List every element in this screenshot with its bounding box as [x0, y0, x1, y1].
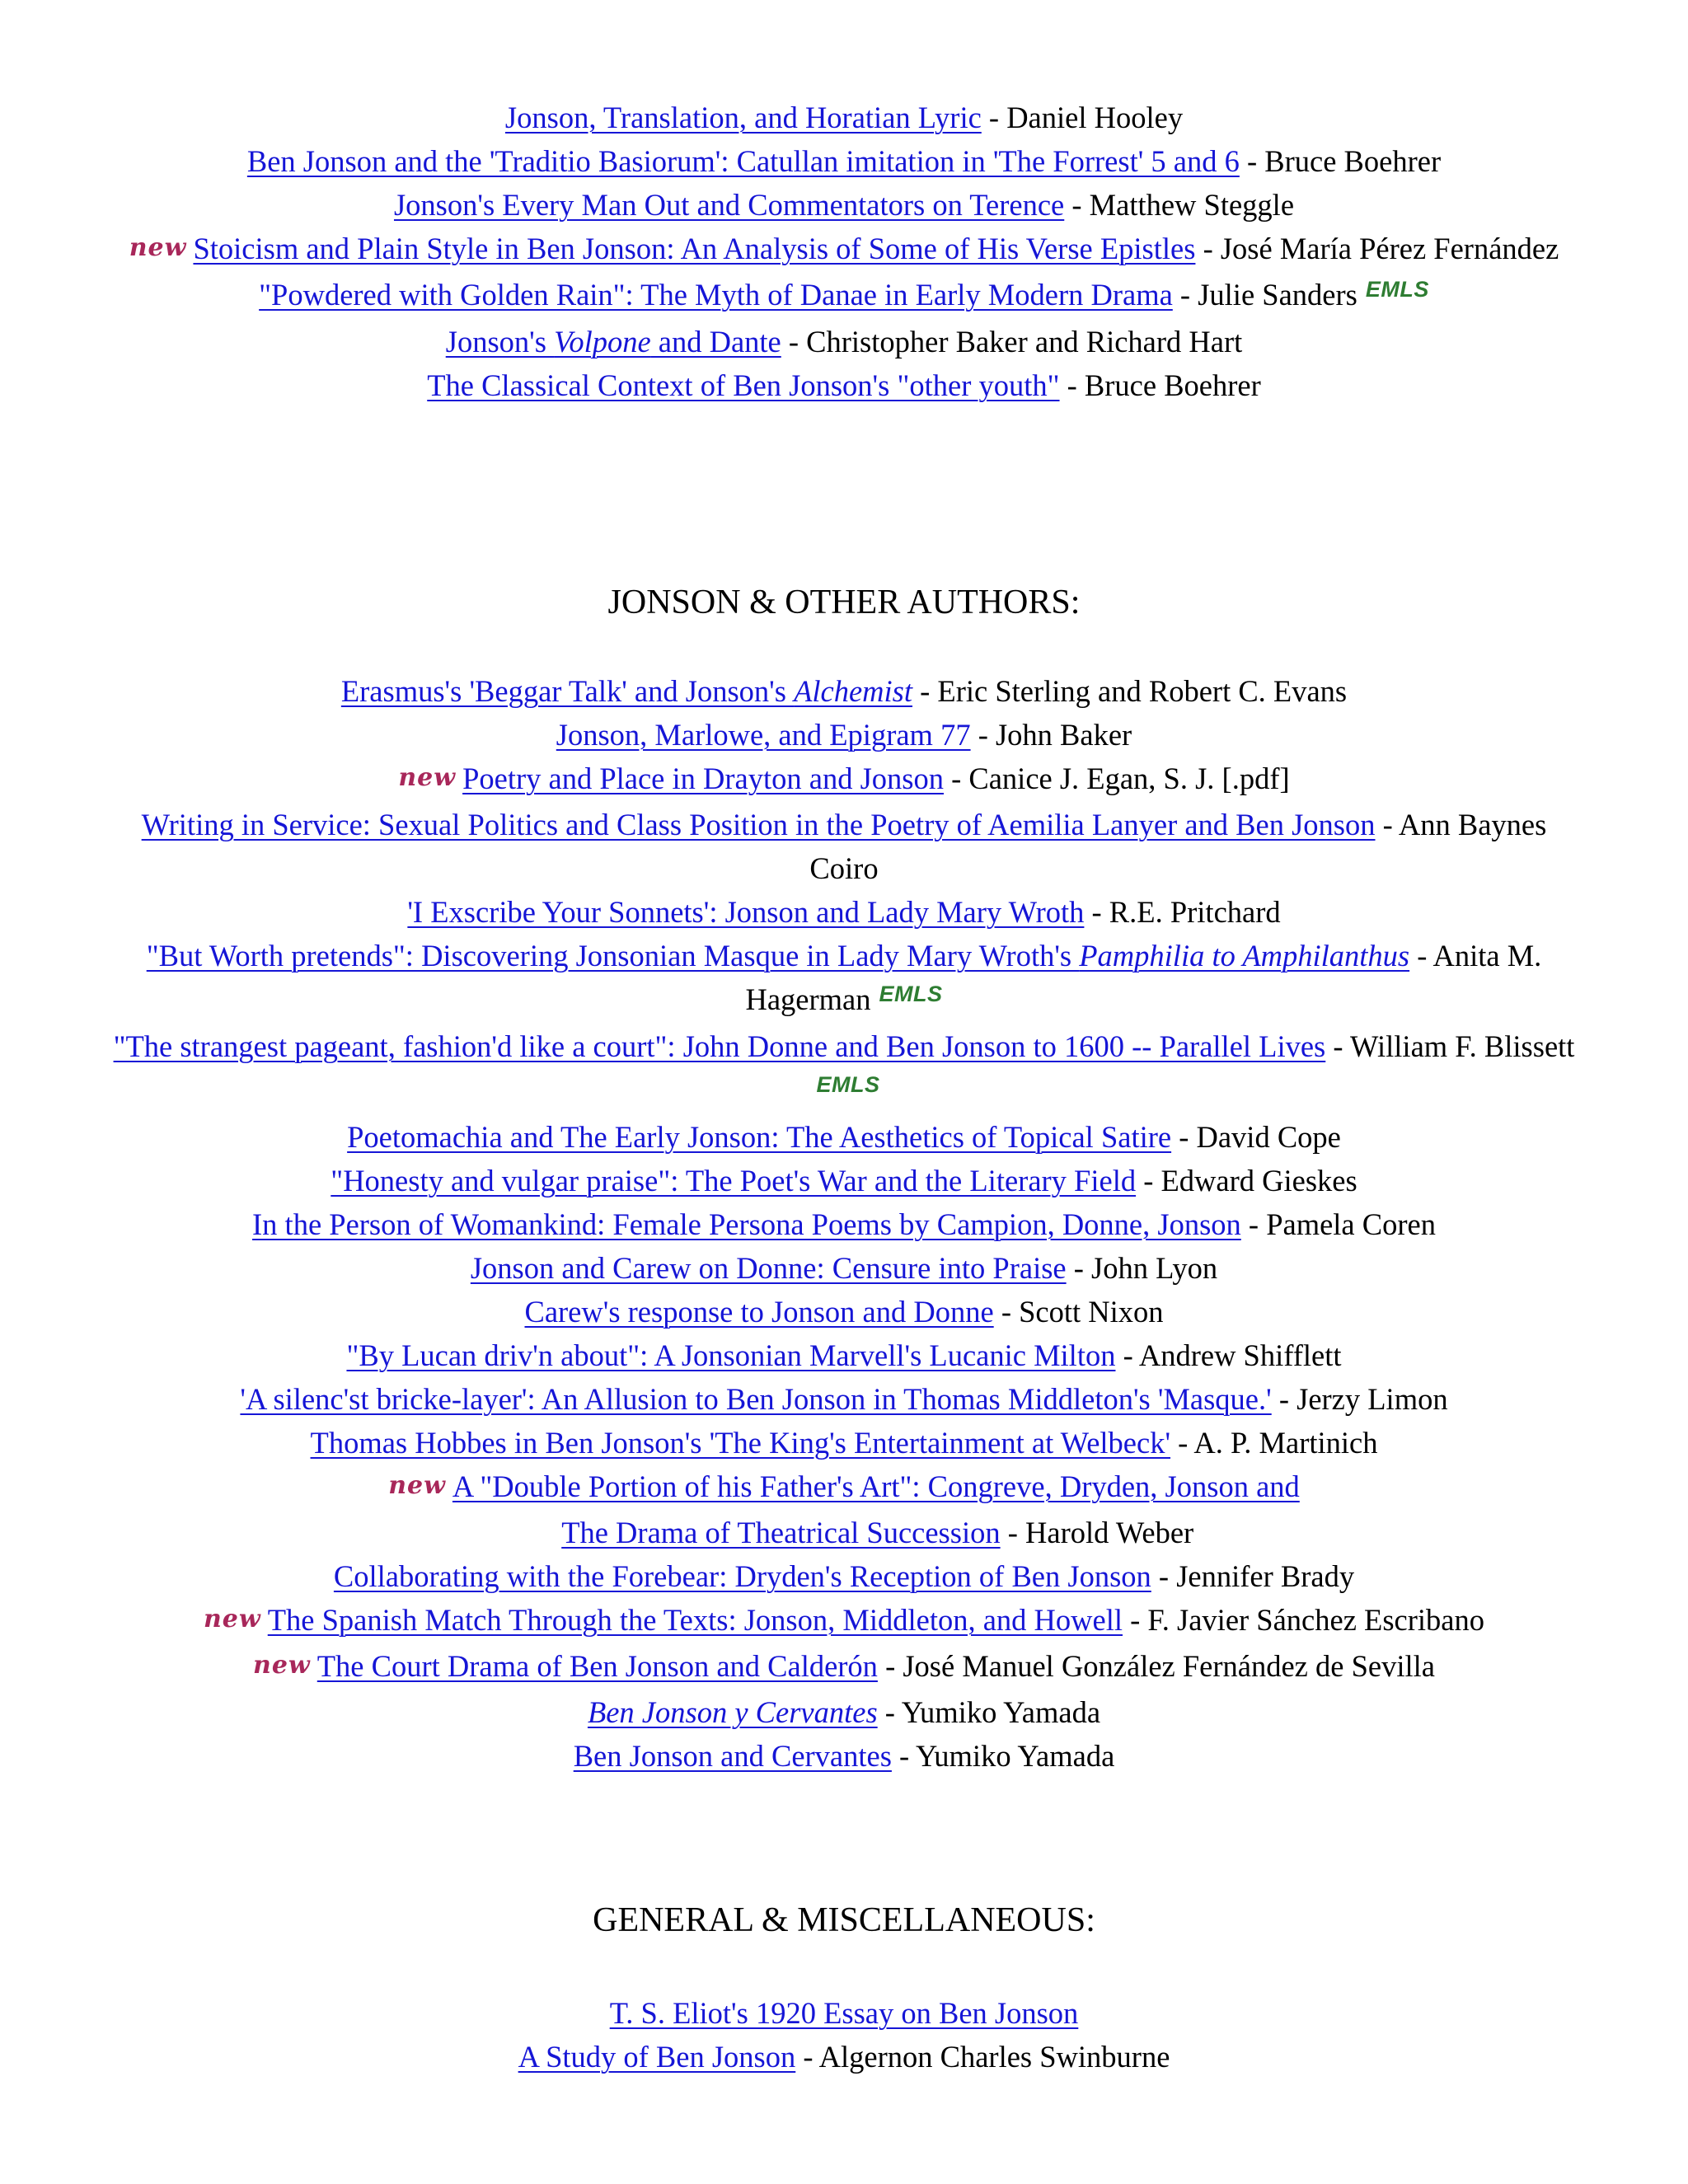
article-author: - Harold Weber — [1007, 1516, 1194, 1549]
classical-article-list — [107, 96, 1581, 407]
title-italic-part: Volpone — [554, 325, 651, 359]
list-item — [107, 273, 1581, 320]
article-link[interactable]: A "Double Portion of his Father's Art": Congreve, Dryden, Jonson and — [452, 1469, 1300, 1503]
emls-badge-icon[interactable]: EMLS — [1365, 277, 1429, 302]
article-link[interactable]: Ben Jonson y Cervantes — [587, 1695, 878, 1729]
list-item — [107, 890, 1581, 934]
article-link[interactable]: Carew's response to Jonson and Donne — [524, 1295, 994, 1329]
article-link[interactable]: "Powdered with Golden Rain": The Myth of Danae in Early Modern Drama — [259, 278, 1173, 312]
article-link[interactable]: Jonson, Marlowe, and Epigram 77 — [556, 718, 971, 752]
article-author: - José Manuel González Fernández de Sevilla — [885, 1649, 1435, 1683]
article-author: - F. Javier Sánchez Escribano — [1130, 1603, 1484, 1637]
article-link[interactable]: Jonson and Carew on Donne: Censure into Praise — [470, 1251, 1067, 1285]
list-item — [107, 1377, 1581, 1421]
list-item — [107, 1554, 1581, 1598]
article-link[interactable]: Ben Jonson and Cervantes — [573, 1739, 892, 1773]
article-author: - Jennifer Brady — [1158, 1559, 1355, 1593]
article-author: - John Baker — [978, 718, 1132, 752]
article-link[interactable]: T. S. Eliot's 1920 Essay on Ben Jonson — [609, 1996, 1079, 2030]
article-author: - José María Pérez Fernández — [1203, 232, 1559, 265]
list-item — [107, 1333, 1581, 1377]
new-badge-icon: new — [129, 233, 187, 262]
list-item — [107, 669, 1581, 713]
new-badge-icon: new — [388, 1471, 446, 1500]
hanging-entry — [388, 1465, 1300, 1554]
article-author: - Canice J. Egan, S. J. [.pdf] — [951, 762, 1290, 795]
article-author: - Christopher Baker and Richard Hart — [788, 325, 1243, 359]
list-item — [107, 803, 1581, 890]
article-link[interactable]: Ben Jonson and the 'Traditio Basiorum': Catullan imitation in 'The Forrest' 5 and 6 — [246, 144, 1240, 178]
article-link[interactable]: Poetry and Place in Drayton and Jonson — [462, 762, 944, 795]
article-link[interactable]: Writing in Service: Sexual Politics and Class Position in the Poetry of Aemilia Lanyer and Ben Jonson — [141, 808, 1376, 841]
article-author: - Yumiko Yamada — [884, 1695, 1101, 1729]
article-author: - A. P. Martinich — [1178, 1426, 1378, 1460]
list-item — [107, 1644, 1581, 1690]
article-link[interactable]: 'A silenc'st bricke-layer': An Allusion to Ben Jonson in Thomas Middleton's 'Masque.' — [240, 1382, 1272, 1416]
article-author: - Pamela Coren — [1248, 1207, 1436, 1241]
list-item — [107, 1465, 1581, 1554]
list-item — [107, 2035, 1581, 2079]
article-link[interactable]: Stoicism and Plain Style in Ben Jonson: An Analysis of Some of His Verse Epistles — [193, 232, 1196, 265]
article-author: - Jerzy Limon — [1278, 1382, 1448, 1416]
article-author: - David Cope — [1179, 1120, 1341, 1154]
article-author: - Scott Nixon — [1001, 1295, 1164, 1329]
article-author: - Algernon Charles Swinburne — [803, 2040, 1170, 2074]
article-link[interactable]: Poetomachia and The Early Jonson: The Aesthetics of Topical Satire — [347, 1120, 1172, 1154]
title-italic-part: Alchemist — [794, 674, 913, 708]
article-link[interactable]: "By Lucan driv'n about": A Jonsonian Marvell's Lucanic Milton — [346, 1338, 1116, 1372]
list-item — [107, 1024, 1581, 1115]
list-item — [107, 1115, 1581, 1159]
article-link[interactable]: Collaborating with the Forebear: Dryden's Reception of Ben Jonson — [333, 1559, 1151, 1593]
new-badge-icon: new — [204, 1605, 261, 1633]
article-link[interactable]: "The strangest pageant, fashion'd like a court": John Donne and Ben Jonson to 1600 -- Parallel Lives — [113, 1029, 1326, 1063]
list-item — [107, 934, 1581, 1024]
article-author: - Matthew Steggle — [1071, 188, 1295, 222]
list-item — [107, 713, 1581, 757]
article-link[interactable] — [341, 674, 912, 708]
title-part: Jonson's — [445, 325, 555, 359]
article-link[interactable]: Jonson, Translation, and Horatian Lyric — [504, 101, 982, 134]
list-item — [107, 1421, 1581, 1465]
list-item — [107, 1734, 1581, 1778]
article-author: - Yumiko Yamada — [899, 1739, 1115, 1773]
title-part: and Dante — [650, 325, 781, 359]
list-item — [107, 320, 1581, 363]
article-author: - Bruce Boehrer — [1067, 368, 1261, 402]
new-badge-icon: new — [398, 763, 457, 792]
list-item — [107, 183, 1581, 227]
emls-badge-icon[interactable]: EMLS — [879, 982, 943, 1006]
article-link[interactable]: "Honesty and vulgar praise": The Poet's War and the Literary Field — [331, 1164, 1137, 1197]
article-author: - R.E. Pritchard — [1091, 895, 1281, 929]
article-author: - John Lyon — [1073, 1251, 1218, 1285]
title-part: "But Worth pretends": Discovering Jonsonian Masque in Lady Mary Wroth's — [146, 939, 1080, 972]
article-link[interactable]: 'I Exscribe Your Sonnets': Jonson and Lady Mary Wroth — [407, 895, 1085, 929]
title-part: Erasmus's 'Beggar Talk' and Jonson's — [340, 674, 795, 708]
list-item — [107, 1290, 1581, 1333]
list-item — [107, 1598, 1581, 1644]
article-author: - Edward Gieskes — [1143, 1164, 1357, 1197]
article-author: - Daniel Hooley — [988, 101, 1184, 134]
article-link[interactable]: The Spanish Match Through the Texts: Jonson, Middleton, and Howell — [267, 1603, 1123, 1637]
title-italic-part: Pamphilia to Amphilanthus — [1079, 939, 1410, 972]
article-author: - Ann Baynes Coiro — [809, 808, 1547, 885]
list-item — [107, 1202, 1581, 1246]
article-link[interactable] — [446, 325, 781, 359]
article-link-continued[interactable]: The Drama of Theatrical Succession — [561, 1516, 1001, 1549]
article-author: - Anita M. Hagerman — [745, 939, 1542, 1016]
article-link[interactable]: Jonson's Every Man Out and Commentators on Terence — [393, 188, 1065, 222]
article-author: - Bruce Boehrer — [1247, 144, 1442, 178]
section-heading-other-authors: JONSON & OTHER AUTHORS: — [607, 583, 1081, 621]
article-link[interactable]: The Classical Context of Ben Jonson's "other youth" — [427, 368, 1060, 402]
article-link[interactable]: In the Person of Womankind: Female Persona Poems by Campion, Donne, Jonson — [252, 1207, 1241, 1241]
list-item — [107, 757, 1581, 803]
article-link[interactable]: A Study of Ben Jonson — [518, 2040, 796, 2074]
list-item — [107, 1246, 1581, 1290]
emls-badge-icon[interactable]: EMLS — [816, 1072, 880, 1097]
list-item — [107, 227, 1581, 273]
list-item — [107, 96, 1581, 139]
article-link[interactable]: Thomas Hobbes in Ben Jonson's 'The King's Entertainment at Welbeck' — [310, 1426, 1171, 1460]
list-item — [107, 139, 1581, 183]
article-author: - Andrew Shifflett — [1123, 1338, 1342, 1372]
new-badge-icon: new — [253, 1651, 311, 1680]
list-item — [107, 1690, 1581, 1734]
article-link[interactable]: The Court Drama of Ben Jonson and Calderón — [316, 1649, 878, 1683]
other-authors-article-list — [107, 669, 1581, 1778]
article-author: - Julie Sanders — [1179, 278, 1357, 312]
list-item — [107, 1991, 1581, 2035]
article-author: - William F. Blissett — [1333, 1029, 1575, 1063]
list-item — [107, 363, 1581, 407]
section-heading-general: GENERAL & MISCELLANEOUS: — [593, 1901, 1095, 1939]
article-link[interactable] — [147, 939, 1409, 972]
article-author: - Eric Sterling and Robert C. Evans — [920, 674, 1348, 708]
list-item — [107, 1159, 1581, 1202]
general-article-list — [107, 1991, 1581, 2079]
